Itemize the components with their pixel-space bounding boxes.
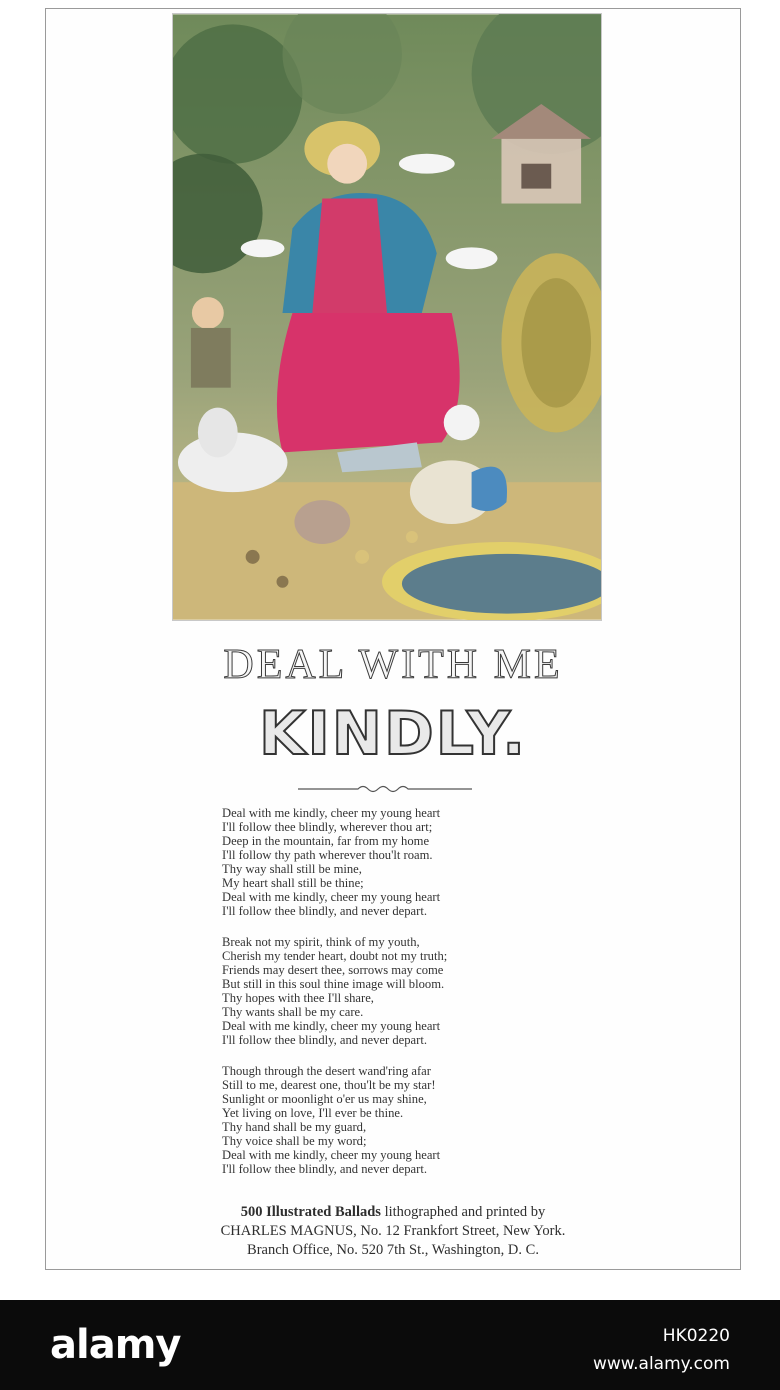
verse-line: Deal with me kindly, cheer my young heart (222, 1019, 441, 1033)
ballad-sheet (45, 8, 741, 1270)
verse-line: I'll follow thee blindly, and never depart. (222, 1033, 427, 1047)
verse-line: Break not my spirit, think of my youth, (222, 935, 420, 949)
ornamental-divider (298, 783, 472, 795)
verse-line: Though through the desert wand'ring afar (222, 1064, 431, 1078)
imprint-line-1 (46, 1203, 740, 1222)
stanza-1 (222, 806, 582, 918)
verse-line: Yet living on love, I'll ever be thine. (222, 1106, 404, 1120)
stock-photo-footer (0, 1300, 780, 1390)
woman-with-birds-illustration (173, 14, 601, 620)
poem (222, 806, 582, 1193)
verse-line: Thy voice shall be my word; (222, 1134, 367, 1148)
verse-line: I'll follow thee blindly, wherever thou art; (222, 820, 433, 834)
imprint-line-2: CHARLES MAGNUS, No. 12 Frankfort Street, New York. (220, 1223, 566, 1239)
site-url: www.alamy.com (592, 1354, 730, 1374)
verse-line: Thy way shall still be mine, (222, 862, 362, 876)
verse-line: My heart shall still be thine; (222, 876, 364, 890)
stanza-2 (222, 935, 582, 1047)
verse-line: Still to me, dearest one, thou'lt be my star! (222, 1078, 436, 1092)
verse-line: Thy hopes with thee I'll share, (222, 991, 374, 1005)
verse-line: I'll follow thee blindly, and never depart. (222, 904, 427, 918)
verse-line: I'll follow thy path wherever thou'lt roam. (222, 848, 433, 862)
imprint-ballads-count: 500 Illustrated Ballads (240, 1204, 381, 1220)
verse-line: Deal with me kindly, cheer my young heart (222, 806, 441, 820)
stanza-3 (222, 1064, 582, 1176)
title-line-1: DEAL WITH ME (223, 642, 563, 688)
title-line-2: KINDLY. (258, 699, 528, 769)
verse-line: Cherish my tender heart, doubt not my truth; (222, 949, 448, 963)
verse-line: Deep in the mountain, far from my home (222, 834, 430, 848)
printer-imprint (46, 1203, 740, 1260)
verse-line: Deal with me kindly, cheer my young heart (222, 890, 441, 904)
imprint-printed-by: lithographed and printed by (380, 1204, 546, 1220)
verse-line: Friends may desert thee, sorrows may come (222, 963, 444, 977)
image-code: HK0220 (662, 1326, 730, 1346)
illustration (172, 13, 602, 621)
verse-line: Deal with me kindly, cheer my young heart (222, 1148, 441, 1162)
verse-line: But still in this soul thine image will bloom. (222, 977, 445, 991)
verse-line: Sunlight or moonlight o'er us may shine, (222, 1092, 427, 1106)
verse-line: Thy hand shall be my guard, (222, 1120, 367, 1134)
image-reference (593, 1322, 730, 1378)
verse-line: I'll follow thee blindly, and never depart. (222, 1162, 427, 1176)
imprint-line-3: Branch Office, No. 520 7th St., Washington, D. C. (247, 1242, 539, 1258)
alamy-logo: alamy (50, 1322, 181, 1368)
verse-line: Thy wants shall be my care. (222, 1005, 364, 1019)
